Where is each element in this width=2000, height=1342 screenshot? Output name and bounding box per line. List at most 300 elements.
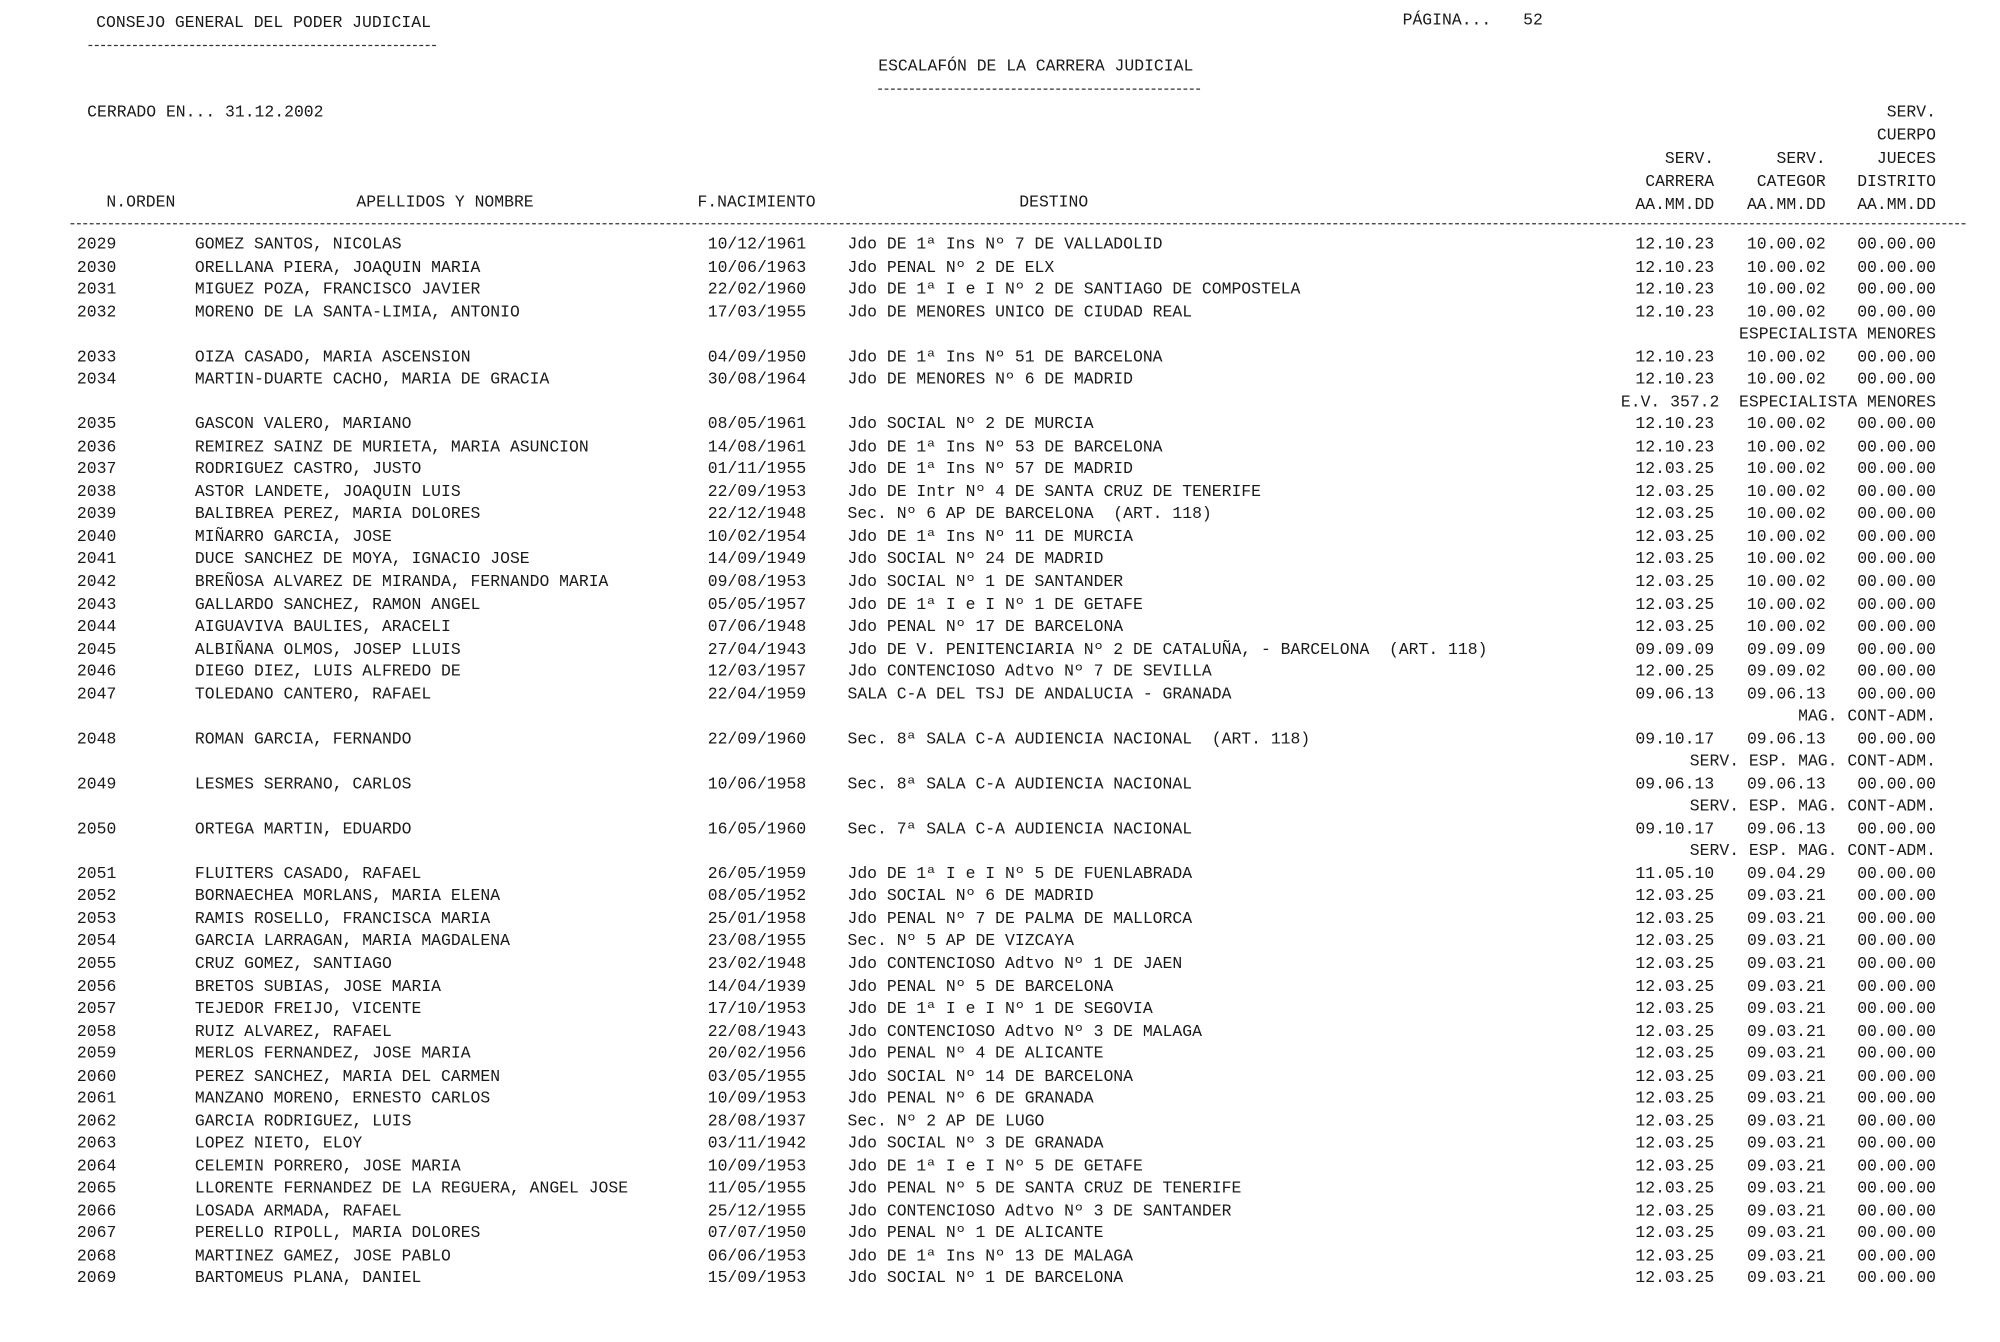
serv-carrera: 12.10.23 xyxy=(1635,257,1715,277)
order-number: 2046 xyxy=(76,661,117,681)
destination: Jdo PENAL Nº 4 DE ALICANTE xyxy=(847,1043,1104,1064)
full-name: BARTOMEUS PLANA, DANIEL xyxy=(194,1268,422,1288)
full-name: REMIREZ SAINZ DE MURIETA, MARIA ASUNCION xyxy=(194,436,589,457)
destination: Jdo SOCIAL Nº 6 DE MADRID xyxy=(847,886,1094,906)
order-number: 2029 xyxy=(76,234,117,254)
order-number: 2043 xyxy=(76,594,117,614)
serv-carrera: 12.03.25 xyxy=(1635,459,1715,479)
destination: Jdo SOCIAL Nº 3 DE GRANADA xyxy=(847,1133,1104,1153)
serv-carrera: 12.03.25 xyxy=(1635,549,1715,569)
order-number: 2033 xyxy=(76,347,117,367)
destination: Sec. Nº 6 AP DE BARCELONA (ART. 118) xyxy=(847,504,1212,524)
full-name: GASCON VALERO, MARIANO xyxy=(194,414,412,434)
serv-carrera: 12.03.25 xyxy=(1635,481,1715,502)
serv-categor: 09.06.13 xyxy=(1746,729,1826,749)
destination: Jdo DE 1ª I e I Nº 5 DE GETAFE xyxy=(847,1156,1143,1176)
serv-categor: 10.00.02 xyxy=(1746,549,1826,569)
full-name: BORNAECHEA MORLANS, MARIA ELENA xyxy=(194,886,501,906)
birth-date: 17/10/1953 xyxy=(707,998,807,1019)
serv-categor: 09.03.21 xyxy=(1746,1111,1826,1131)
full-name: CRUZ GOMEZ, SANTIAGO xyxy=(194,953,392,974)
birth-date: 10/02/1954 xyxy=(707,526,807,547)
serv-distrito: 00.00.00 xyxy=(1857,1201,1936,1221)
serv-categor: 10.00.02 xyxy=(1746,347,1826,367)
birth-date: 07/07/1950 xyxy=(707,1223,807,1243)
header-line: DISTRITO xyxy=(1857,171,1936,192)
full-name: MIGUEZ POZA, FRANCISCO JAVIER xyxy=(194,279,481,299)
destination: Jdo SOCIAL Nº 1 DE SANTANDER xyxy=(847,571,1124,592)
row-note: SERV. ESP. MAG. CONT-ADM. xyxy=(1689,751,1936,771)
birth-date: 09/08/1953 xyxy=(707,571,807,592)
table-row xyxy=(0,730,2000,752)
divider xyxy=(88,45,435,46)
destination: Jdo SOCIAL Nº 14 DE BARCELONA xyxy=(847,1066,1133,1086)
col-header-destino: DESTINO xyxy=(1019,192,1089,212)
full-name: OIZA CASADO, MARIA ASCENSION xyxy=(194,347,471,367)
serv-carrera: 12.03.25 xyxy=(1635,886,1715,906)
destination: Sec. 7ª SALA C-A AUDIENCIA NACIONAL xyxy=(847,819,1193,839)
serv-distrito: 00.00.00 xyxy=(1857,1178,1936,1198)
full-name: LLORENTE FERNANDEZ DE LA REGUERA, ANGEL JOSE xyxy=(194,1178,629,1198)
serv-distrito: 00.00.00 xyxy=(1857,459,1936,479)
serv-distrito: 00.00.00 xyxy=(1857,594,1936,614)
serv-categor: 10.00.02 xyxy=(1746,571,1826,592)
serv-distrito: 00.00.00 xyxy=(1857,414,1936,434)
serv-categor: 10.00.02 xyxy=(1746,481,1826,502)
serv-distrito: 00.00.00 xyxy=(1857,1021,1936,1041)
birth-date: 06/06/1953 xyxy=(707,1246,807,1266)
serv-carrera: 12.03.25 xyxy=(1635,931,1715,951)
full-name: CELEMIN PORRERO, JOSE MARIA xyxy=(194,1156,461,1176)
serv-distrito: 00.00.00 xyxy=(1857,863,1936,884)
serv-distrito: 00.00.00 xyxy=(1857,234,1936,254)
page-number: 52 xyxy=(1523,10,1543,30)
row-note-line xyxy=(0,708,2000,730)
full-name: LESMES SERRANO, CARLOS xyxy=(194,774,412,794)
birth-date: 30/08/1964 xyxy=(707,369,807,389)
header-line: SERV. xyxy=(1776,148,1826,168)
serv-categor: 10.00.02 xyxy=(1746,279,1826,299)
table-row xyxy=(0,1023,2000,1045)
table-row xyxy=(0,910,2000,932)
table-row xyxy=(0,371,2000,393)
serv-distrito: 00.00.00 xyxy=(1857,976,1936,996)
birth-date: 23/08/1955 xyxy=(707,931,807,951)
table-row xyxy=(0,1202,2000,1224)
closed-date: CERRADO EN... 31.12.2002 xyxy=(87,102,324,122)
serv-categor: 09.04.29 xyxy=(1746,863,1826,884)
full-name: TOLEDANO CANTERO, RAFAEL xyxy=(194,684,432,704)
destination: Jdo DE V. PENITENCIARIA Nº 2 DE CATALUÑA, - BARCELONA (ART. 118) xyxy=(847,639,1488,659)
destination: Jdo DE 1ª Ins Nº 53 DE BARCELONA xyxy=(847,436,1163,457)
table-row xyxy=(0,416,2000,438)
serv-categor: 10.00.02 xyxy=(1746,459,1826,479)
col-header-distrito xyxy=(1857,101,1936,216)
serv-distrito: 00.00.00 xyxy=(1857,908,1936,929)
full-name: PEREZ SANCHEZ, MARIA DEL CARMEN xyxy=(194,1066,501,1086)
birth-date: 14/04/1939 xyxy=(707,976,807,996)
serv-distrito: 00.00.00 xyxy=(1857,302,1936,322)
table-row xyxy=(0,303,2000,325)
table-row xyxy=(0,573,2000,595)
serv-categor: 10.00.02 xyxy=(1746,526,1826,547)
destination: Sec. 8ª SALA C-A AUDIENCIA NACIONAL (ART. 118) xyxy=(847,729,1311,749)
serv-distrito: 00.00.00 xyxy=(1857,998,1936,1019)
divider xyxy=(878,88,1200,89)
row-note: SERV. ESP. MAG. CONT-ADM. xyxy=(1689,796,1936,816)
header-line: CATEGOR xyxy=(1756,171,1826,192)
full-name: GARCIA LARRAGAN, MARIA MAGDALENA xyxy=(194,931,510,951)
serv-distrito: 00.00.00 xyxy=(1857,369,1936,389)
birth-date: 14/08/1961 xyxy=(707,436,807,457)
destination: Jdo DE 1ª I e I Nº 5 DE FUENLABRADA xyxy=(847,863,1193,884)
birth-date: 01/11/1955 xyxy=(707,459,807,479)
destination: Jdo CONTENCIOSO Adtvo Nº 3 DE MALAGA xyxy=(847,1021,1202,1041)
table-row xyxy=(0,483,2000,505)
birth-date: 22/09/1953 xyxy=(707,481,807,502)
destination: Jdo DE 1ª I e I Nº 2 DE SANTIAGO DE COMPOSTELA xyxy=(847,279,1301,299)
serv-categor: 09.09.02 xyxy=(1746,661,1826,681)
order-number: 2069 xyxy=(76,1268,117,1288)
birth-date: 10/06/1958 xyxy=(707,774,807,794)
serv-carrera: 12.03.25 xyxy=(1635,1043,1715,1064)
full-name: ORELLANA PIERA, JOAQUIN MARIA xyxy=(194,257,481,277)
serv-categor: 10.00.02 xyxy=(1746,369,1826,389)
table-row xyxy=(0,281,2000,303)
serv-carrera: 12.03.25 xyxy=(1635,1178,1715,1198)
serv-categor: 09.03.21 xyxy=(1746,1156,1826,1176)
birth-date: 15/09/1953 xyxy=(707,1268,807,1288)
destination: Jdo DE 1ª I e I Nº 1 DE GETAFE xyxy=(847,594,1143,614)
page-label: PÁGINA... xyxy=(1402,10,1492,30)
table-row xyxy=(0,438,2000,460)
table-row xyxy=(0,640,2000,662)
serv-distrito: 00.00.00 xyxy=(1857,436,1936,457)
row-note-line xyxy=(0,843,2000,865)
header-divider xyxy=(71,223,1966,224)
serv-carrera: 11.05.10 xyxy=(1635,863,1715,884)
table-row xyxy=(0,685,2000,707)
table-row xyxy=(0,663,2000,685)
table-row xyxy=(0,461,2000,483)
destination: SALA C-A DEL TSJ DE ANDALUCIA - GRANADA xyxy=(847,684,1232,704)
full-name: GARCIA RODRIGUEZ, LUIS xyxy=(194,1111,412,1131)
birth-date: 27/04/1943 xyxy=(707,639,807,659)
order-number: 2047 xyxy=(76,684,117,704)
row-note: E.V. 357.2 ESPECIALISTA MENORES xyxy=(1620,391,1936,412)
serv-categor: 09.03.21 xyxy=(1746,1201,1826,1221)
order-number: 2040 xyxy=(76,526,117,547)
header-line: AA.MM.DD xyxy=(1635,194,1715,215)
serv-distrito: 00.00.00 xyxy=(1857,886,1936,906)
serv-categor: 09.09.09 xyxy=(1746,639,1826,659)
table-row xyxy=(0,978,2000,1000)
destination: Jdo DE 1ª Ins Nº 51 DE BARCELONA xyxy=(847,347,1163,367)
serv-carrera: 12.10.23 xyxy=(1635,436,1715,457)
order-number: 2037 xyxy=(76,459,117,479)
birth-date: 22/04/1959 xyxy=(707,684,807,704)
serv-categor: 10.00.02 xyxy=(1746,414,1826,434)
serv-categor: 09.06.13 xyxy=(1746,774,1826,794)
serv-carrera: 12.10.23 xyxy=(1635,369,1715,389)
table-row xyxy=(0,348,2000,370)
serv-carrera: 12.10.23 xyxy=(1635,234,1715,254)
serv-distrito: 00.00.00 xyxy=(1857,1111,1936,1131)
full-name: MARTINEZ GAMEZ, JOSE PABLO xyxy=(194,1246,451,1266)
destination: Jdo DE 1ª I e I Nº 1 DE SEGOVIA xyxy=(847,998,1153,1019)
full-name: GOMEZ SANTOS, NICOLAS xyxy=(194,234,402,254)
serv-distrito: 00.00.00 xyxy=(1857,571,1936,592)
serv-carrera: 12.03.25 xyxy=(1635,908,1715,929)
col-header-categor xyxy=(1747,147,1826,216)
birth-date: 22/12/1948 xyxy=(707,504,807,524)
birth-date: 05/05/1957 xyxy=(707,594,807,614)
col-header-carrera xyxy=(1635,147,1714,216)
order-number: 2059 xyxy=(76,1043,117,1064)
order-number: 2041 xyxy=(76,549,117,569)
full-name: LOPEZ NIETO, ELOY xyxy=(194,1133,363,1153)
table-row xyxy=(0,1135,2000,1157)
serv-categor: 09.03.21 xyxy=(1746,908,1826,929)
table-row xyxy=(0,596,2000,618)
order-number: 2034 xyxy=(76,369,117,389)
full-name: BRETOS SUBIAS, JOSE MARIA xyxy=(194,976,442,996)
serv-carrera: 12.03.25 xyxy=(1635,1246,1715,1266)
serv-carrera: 12.03.25 xyxy=(1635,1088,1715,1108)
order-number: 2068 xyxy=(76,1246,117,1266)
serv-categor: 10.00.02 xyxy=(1746,616,1826,636)
serv-categor: 09.03.21 xyxy=(1746,953,1826,974)
destination: Jdo DE 1ª Ins Nº 57 DE MADRID xyxy=(847,459,1133,479)
destination: Jdo DE MENORES Nº 6 DE MADRID xyxy=(847,369,1133,389)
serv-categor: 09.03.21 xyxy=(1746,1246,1826,1266)
serv-carrera: 12.03.25 xyxy=(1635,571,1715,592)
serv-distrito: 00.00.00 xyxy=(1857,504,1936,524)
order-number: 2044 xyxy=(76,616,117,636)
order-number: 2052 xyxy=(76,886,117,906)
row-note-line xyxy=(0,393,2000,415)
birth-date: 22/09/1960 xyxy=(707,729,807,749)
serv-distrito: 00.00.00 xyxy=(1857,953,1936,974)
order-number: 2039 xyxy=(76,504,117,524)
order-number: 2048 xyxy=(76,729,117,749)
destination: Jdo DE 1ª Ins Nº 7 DE VALLADOLID xyxy=(847,234,1163,254)
destination: Jdo PENAL Nº 7 DE PALMA DE MALLORCA xyxy=(847,908,1193,929)
table-row xyxy=(0,1247,2000,1269)
birth-date: 28/08/1937 xyxy=(707,1111,807,1131)
birth-date: 08/05/1961 xyxy=(707,414,807,434)
destination: Sec. Nº 2 AP DE LUGO xyxy=(847,1111,1045,1131)
col-header-orden: N.ORDEN xyxy=(106,192,176,212)
serv-carrera: 09.10.17 xyxy=(1635,819,1715,839)
destination: Jdo PENAL Nº 5 DE BARCELONA xyxy=(847,976,1114,996)
serv-carrera: 12.03.25 xyxy=(1635,1021,1715,1041)
table-row xyxy=(0,888,2000,910)
serv-distrito: 00.00.00 xyxy=(1857,729,1936,749)
order-number: 2054 xyxy=(76,931,117,951)
table-row xyxy=(0,1180,2000,1202)
serv-distrito: 00.00.00 xyxy=(1857,481,1936,502)
destination: Sec. 8ª SALA C-A AUDIENCIA NACIONAL xyxy=(847,774,1193,794)
serv-carrera: 12.03.25 xyxy=(1635,1133,1715,1153)
birth-date: 08/05/1952 xyxy=(707,886,807,906)
serv-carrera: 09.09.09 xyxy=(1635,639,1715,659)
full-name: BALIBREA PEREZ, MARIA DOLORES xyxy=(194,504,481,524)
birth-date: 26/05/1959 xyxy=(707,863,807,884)
destination: Jdo PENAL Nº 17 DE BARCELONA xyxy=(847,616,1124,636)
destination: Sec. Nº 5 AP DE VIZCAYA xyxy=(847,931,1074,951)
table-row xyxy=(0,1157,2000,1179)
birth-date: 22/08/1943 xyxy=(707,1021,807,1041)
full-name: FLUITERS CASADO, RAFAEL xyxy=(194,863,422,884)
serv-carrera: 12.03.25 xyxy=(1635,1223,1715,1243)
serv-carrera: 12.10.23 xyxy=(1635,347,1715,367)
full-name: LOSADA ARMADA, RAFAEL xyxy=(194,1201,402,1221)
destination: Jdo DE 1ª Ins Nº 11 DE MURCIA xyxy=(847,526,1133,547)
serv-distrito: 00.00.00 xyxy=(1857,1043,1936,1064)
serv-categor: 09.03.21 xyxy=(1746,976,1826,996)
birth-date: 23/02/1948 xyxy=(707,953,807,974)
header-line: SERV. xyxy=(1886,102,1936,122)
serv-carrera: 12.00.25 xyxy=(1635,661,1715,681)
order-number: 2049 xyxy=(76,774,117,794)
full-name: RUIZ ALVAREZ, RAFAEL xyxy=(194,1021,392,1041)
order-number: 2061 xyxy=(76,1088,117,1108)
header-line: SERV. xyxy=(1664,148,1715,168)
serv-carrera: 12.03.25 xyxy=(1635,1111,1715,1131)
order-number: 2042 xyxy=(76,571,117,592)
serv-categor: 10.00.02 xyxy=(1746,436,1826,457)
order-number: 2057 xyxy=(76,998,117,1019)
serv-categor: 09.03.21 xyxy=(1746,1178,1826,1198)
table-row xyxy=(0,506,2000,528)
table-row xyxy=(0,618,2000,640)
table-row xyxy=(0,955,2000,977)
order-number: 2062 xyxy=(76,1111,117,1131)
header-line: AA.MM.DD xyxy=(1857,194,1936,215)
birth-date: 12/03/1957 xyxy=(707,661,807,681)
birth-date: 11/05/1955 xyxy=(707,1178,807,1198)
birth-date: 10/09/1953 xyxy=(707,1156,807,1176)
destination: Jdo DE MENORES UNICO DE CIUDAD REAL xyxy=(847,302,1193,322)
serv-categor: 10.00.02 xyxy=(1746,504,1826,524)
birth-date: 07/06/1948 xyxy=(707,616,807,636)
full-name: ALBIÑANA OLMOS, JOSEP LLUIS xyxy=(194,639,461,659)
serv-carrera: 12.10.23 xyxy=(1635,302,1715,322)
destination: Jdo CONTENCIOSO Adtvo Nº 3 DE SANTANDER xyxy=(847,1201,1232,1221)
table-row xyxy=(0,236,2000,258)
order-number: 2053 xyxy=(76,908,117,929)
birth-date: 17/03/1955 xyxy=(707,302,807,322)
serv-distrito: 00.00.00 xyxy=(1857,774,1936,794)
header-line: CUERPO xyxy=(1876,125,1936,145)
table-row xyxy=(0,1270,2000,1292)
full-name: MIÑARRO GARCIA, JOSE xyxy=(194,526,392,547)
serv-carrera: 12.10.23 xyxy=(1635,279,1715,299)
header-line: JUECES xyxy=(1876,148,1936,168)
order-number: 2063 xyxy=(76,1133,117,1153)
serv-distrito: 00.00.00 xyxy=(1857,931,1936,951)
serv-carrera: 12.03.25 xyxy=(1635,953,1715,974)
serv-carrera: 12.03.25 xyxy=(1635,594,1715,614)
serv-carrera: 09.10.17 xyxy=(1635,729,1715,749)
serv-categor: 09.06.13 xyxy=(1746,819,1826,839)
order-number: 2035 xyxy=(76,414,117,434)
destination: Jdo PENAL Nº 2 DE ELX xyxy=(847,257,1055,277)
table-row xyxy=(0,1090,2000,1112)
birth-date: 20/02/1956 xyxy=(707,1043,807,1064)
row-note: ESPECIALISTA MENORES xyxy=(1739,324,1936,344)
table-row xyxy=(0,1000,2000,1022)
full-name: MANZANO MORENO, ERNESTO CARLOS xyxy=(194,1088,491,1108)
row-note-line xyxy=(0,326,2000,348)
roster-table xyxy=(0,236,2000,1292)
serv-carrera: 12.10.23 xyxy=(1635,414,1715,434)
birth-date: 16/05/1960 xyxy=(707,819,807,839)
serv-distrito: 00.00.00 xyxy=(1857,1156,1936,1176)
full-name: RODRIGUEZ CASTRO, JUSTO xyxy=(194,459,422,479)
serv-categor: 10.00.02 xyxy=(1746,302,1826,322)
serv-distrito: 00.00.00 xyxy=(1857,639,1936,659)
serv-categor: 09.03.21 xyxy=(1746,1268,1826,1288)
order-number: 2055 xyxy=(76,953,117,974)
birth-date: 25/12/1955 xyxy=(707,1201,807,1221)
serv-categor: 09.03.21 xyxy=(1746,1088,1826,1108)
serv-distrito: 00.00.00 xyxy=(1857,661,1936,681)
table-row xyxy=(0,258,2000,280)
order-number: 2056 xyxy=(76,976,117,996)
order-number: 2066 xyxy=(76,1201,117,1221)
serv-carrera: 12.03.25 xyxy=(1635,616,1715,636)
serv-distrito: 00.00.00 xyxy=(1857,684,1936,704)
order-number: 2030 xyxy=(76,257,117,277)
serv-categor: 09.03.21 xyxy=(1746,1043,1826,1064)
serv-distrito: 00.00.00 xyxy=(1857,1066,1936,1086)
table-row xyxy=(0,1113,2000,1135)
table-row xyxy=(0,933,2000,955)
table-row xyxy=(0,820,2000,842)
row-note-line xyxy=(0,753,2000,775)
serv-carrera: 09.06.13 xyxy=(1635,684,1715,704)
col-header-nacimiento: F.NACIMIENTO xyxy=(697,192,816,212)
table-row xyxy=(0,551,2000,573)
full-name: ROMAN GARCIA, FERNANDO xyxy=(194,729,412,749)
full-name: PERELLO RIPOLL, MARIA DOLORES xyxy=(194,1223,481,1243)
birth-date: 10/09/1953 xyxy=(707,1088,807,1108)
birth-date: 22/02/1960 xyxy=(707,279,807,299)
serv-distrito: 00.00.00 xyxy=(1857,1088,1936,1108)
destination: Jdo SOCIAL Nº 24 DE MADRID xyxy=(847,549,1104,569)
order-number: 2064 xyxy=(76,1156,117,1176)
serv-carrera: 12.03.25 xyxy=(1635,1156,1715,1176)
serv-carrera: 12.03.25 xyxy=(1635,1268,1715,1288)
table-row xyxy=(0,865,2000,887)
destination: Jdo DE 1ª Ins Nº 13 DE MALAGA xyxy=(847,1246,1133,1266)
serv-distrito: 00.00.00 xyxy=(1857,1223,1936,1243)
full-name: MARTIN-DUARTE CACHO, MARIA DE GRACIA xyxy=(194,369,550,389)
document-title: ESCALAFÓN DE LA CARRERA JUDICIAL xyxy=(878,56,1194,76)
full-name: AIGUAVIVA BAULIES, ARACELI xyxy=(194,616,451,636)
row-note: SERV. ESP. MAG. CONT-ADM. xyxy=(1689,841,1936,861)
order-number: 2031 xyxy=(76,279,117,299)
table-row xyxy=(0,775,2000,797)
order-number: 2051 xyxy=(76,863,117,884)
serv-distrito: 00.00.00 xyxy=(1857,819,1936,839)
full-name: DUCE SANCHEZ DE MOYA, IGNACIO JOSE xyxy=(194,549,530,569)
birth-date: 03/11/1942 xyxy=(707,1133,807,1153)
destination: Jdo DE Intr Nº 4 DE SANTA CRUZ DE TENERIFE xyxy=(847,481,1262,502)
birth-date: 10/06/1963 xyxy=(707,257,807,277)
